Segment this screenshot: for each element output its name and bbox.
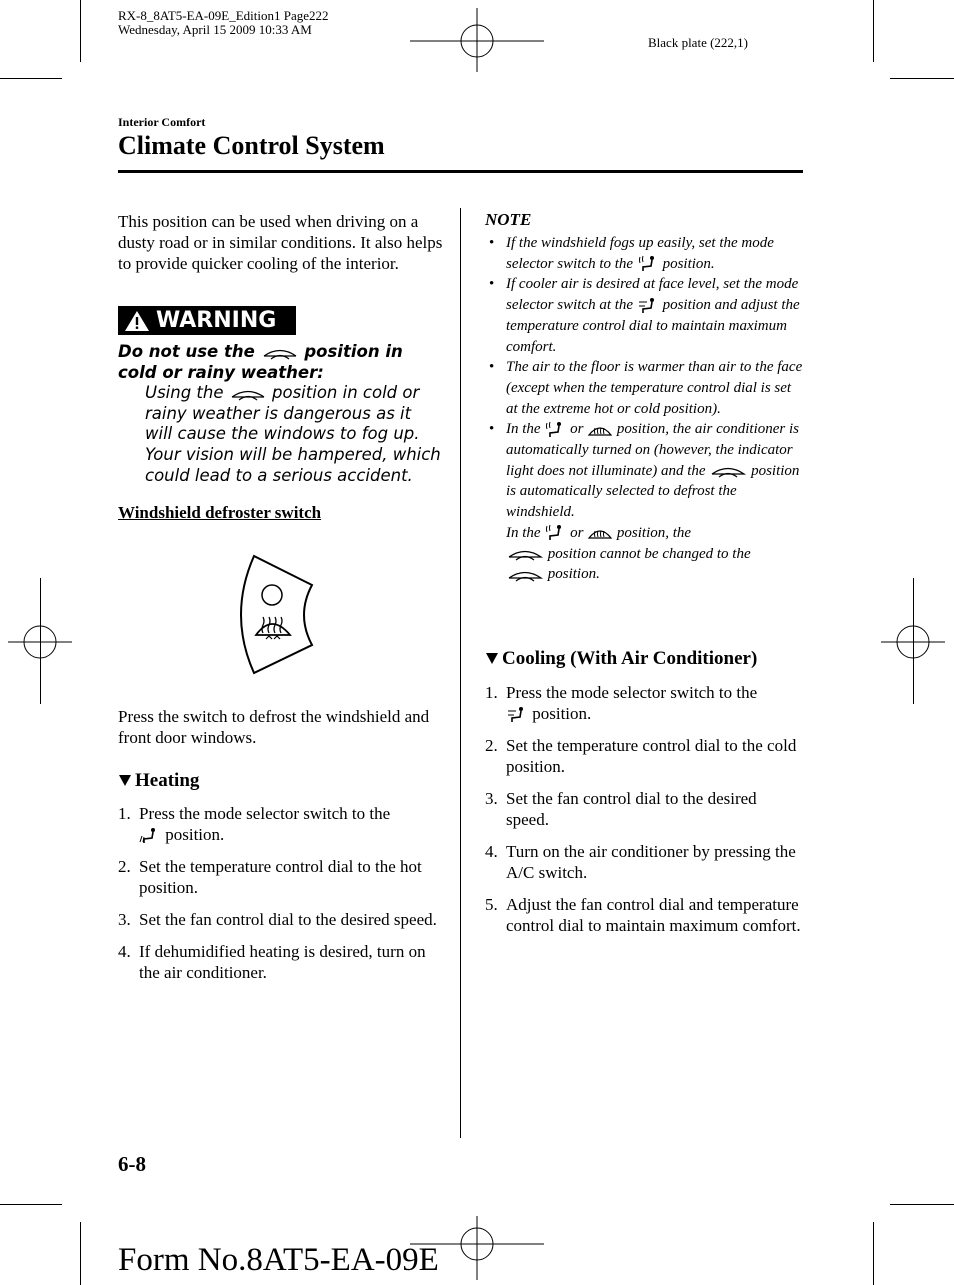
- note-bullet: [485, 233, 803, 274]
- note-text: position and adjust the temperature control dial to maintain maximum comfort.: [506, 297, 800, 355]
- warning-text: WARNING: [156, 308, 277, 333]
- step-number: 2.: [118, 857, 131, 877]
- note-text: The air to the floor is warmer than air to the face (except when the temperature control dial is set at the extreme hot or cold position).: [506, 359, 803, 417]
- floor-defrost-mode-icon: [544, 421, 566, 439]
- defroster-switch-illustration-icon[interactable]: [236, 553, 320, 677]
- list-item: [485, 735, 803, 777]
- note-text: or: [570, 524, 584, 541]
- warning-heading: [118, 342, 443, 383]
- note-bullet: [485, 274, 803, 357]
- defroster-heading: Windshield defroster switch: [118, 503, 322, 522]
- print-file-line: RX-8_8AT5-EA-09E_Edition1 Page222: [118, 8, 329, 23]
- note-text: position cannot be changed to the: [547, 545, 751, 562]
- step-text: Set the temperature control dial to the hot position.: [139, 857, 422, 898]
- step-number: 4.: [118, 942, 131, 962]
- cooling-steps: [485, 682, 803, 936]
- list-item: [485, 682, 803, 724]
- warning-label: [118, 306, 296, 335]
- floor-defrost-mode-icon: [544, 524, 566, 542]
- intro-paragraph: This position can be used when driving on a dusty road or in similar conditions. It also helps to provide quicker cooling of the interior.: [118, 212, 443, 273]
- step-text: Set the fan control dial to the desired speed.: [139, 910, 437, 930]
- list-item: [118, 941, 438, 983]
- page-number: 6-8: [118, 1152, 146, 1176]
- note-text: position.: [547, 566, 600, 583]
- floor-mode-icon: [139, 827, 161, 845]
- note-bullet: [485, 419, 803, 585]
- column-divider: [460, 208, 461, 1138]
- warning-triangle-icon: [124, 310, 150, 332]
- note-text: position, the: [616, 524, 692, 541]
- windshield-defog-mode-icon: [229, 385, 267, 403]
- triangle-down-icon: [118, 773, 132, 787]
- registration-mark-right-icon: [881, 610, 945, 674]
- note-body: [485, 233, 803, 585]
- step-text: Set the temperature control dial to the cold position.: [506, 736, 797, 777]
- note-label: NOTE: [485, 210, 532, 229]
- note-text: or: [570, 421, 584, 438]
- step-text: Set the fan control dial to the desired speed.: [506, 789, 757, 830]
- vent-mode-icon: [506, 706, 528, 724]
- bullet-dot: •: [489, 235, 495, 251]
- heating-heading-text: Heating: [135, 770, 200, 791]
- list-item: [118, 856, 438, 898]
- bullet-dot: •: [489, 276, 495, 293]
- step-number: 1.: [485, 683, 498, 702]
- list-item: [118, 803, 438, 845]
- heating-steps: [118, 803, 438, 983]
- floor-defrost-mode-icon: [637, 255, 659, 273]
- bi-level-mode-icon: [637, 297, 659, 315]
- list-item: [485, 841, 803, 883]
- defroster-icon: [587, 524, 613, 542]
- warning-body-part-b: position in cold or rainy weather is dangerous as it will cause the windows to fog up. Your vision will be hampered, which could lead to a serious accident.: [145, 383, 441, 485]
- plate-label: Black plate (222,1): [648, 35, 748, 50]
- section-category: Interior Comfort: [118, 115, 206, 129]
- warning-heading-part-b: position in cold or rainy weather:: [118, 342, 403, 382]
- warning-body-part-a: Using the: [145, 383, 224, 402]
- windshield-defog-mode-icon: [261, 344, 299, 362]
- form-number: Form No.8AT5-EA-09E: [118, 1242, 439, 1278]
- registration-mark-top-icon: [410, 8, 544, 72]
- step-text: Press the mode selector switch to the: [506, 683, 758, 702]
- triangle-down-icon: [485, 651, 499, 665]
- title-rule: [118, 170, 803, 173]
- defroster-icon: [587, 421, 613, 439]
- cooling-heading: [485, 647, 757, 671]
- print-date-line: Wednesday, April 15 2009 10:33 AM: [118, 22, 312, 37]
- step-number: 4.: [485, 842, 498, 862]
- fresh-air-mode-icon: [506, 545, 544, 563]
- step-text: If dehumidified heating is desired, turn on the air conditioner.: [139, 942, 426, 983]
- list-item: [485, 788, 803, 830]
- defroster-paragraph: Press the switch to defrost the windshield and front door windows.: [118, 707, 430, 747]
- bullet-dot: •: [489, 421, 495, 438]
- step-text-b: position.: [532, 704, 592, 723]
- note-text: In the: [506, 524, 541, 541]
- step-text: Adjust the fan control dial and temperature control dial to maintain maximum comfort.: [506, 895, 801, 936]
- step-number: 3.: [485, 789, 498, 809]
- list-item: [485, 894, 803, 936]
- step-text: Turn on the air conditioner by pressing the A/C switch.: [506, 842, 796, 883]
- step-text: Press the mode selector switch to the: [139, 804, 391, 823]
- heating-heading: [118, 769, 199, 793]
- note-text: In the: [506, 421, 541, 438]
- note-text: position, the air conditioner is automatically turned on (however, the indicator light does not illuminate) and the: [506, 421, 800, 479]
- warning-heading-part-a: Do not use the: [118, 342, 255, 361]
- bullet-dot: •: [489, 359, 495, 376]
- step-text-b: position.: [165, 825, 225, 844]
- step-number: 2.: [485, 736, 498, 756]
- recirculation-mode-icon: [506, 566, 544, 584]
- note-text: position.: [662, 255, 715, 272]
- note-bullet: [485, 357, 803, 419]
- step-number: 5.: [485, 895, 498, 915]
- step-number: 3.: [118, 910, 131, 930]
- warning-body: [145, 383, 443, 487]
- page-title: Climate Control System: [118, 131, 385, 160]
- registration-mark-left-icon: [8, 610, 72, 674]
- recirculation-mode-icon: [709, 462, 747, 480]
- cooling-heading-text: Cooling (With Air Conditioner): [502, 648, 758, 669]
- note-text: If cooler air is desired at face level, set the mode selector switch at the: [506, 276, 799, 314]
- list-item: [118, 909, 438, 930]
- note-text: position is automatically selected to defrost the windshield.: [506, 462, 800, 521]
- step-number: 1.: [118, 804, 131, 823]
- note-text: If the windshield fogs up easily, set the mode selector switch to the: [506, 235, 774, 272]
